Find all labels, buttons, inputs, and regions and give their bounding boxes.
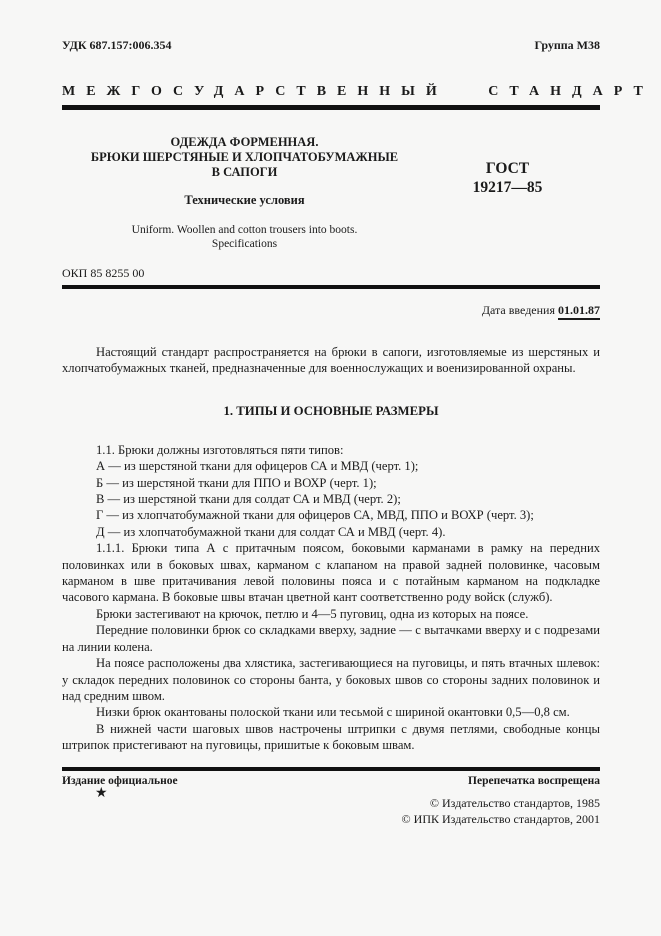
okp-code: ОКП 85 8255 00 xyxy=(62,266,145,280)
title-en-line2: Specifications xyxy=(211,238,278,250)
title-block xyxy=(62,135,600,251)
gost-label: ГОСТ xyxy=(485,160,530,177)
title-ru-line1: ОДЕЖДА ФОРМЕННАЯ. xyxy=(170,135,319,149)
intro-paragraph: Настоящий стандарт распространяется на брюки в сапоги, изготовляемые из шерстяных и хлопчатобумажных тканей, предназначенные для военнослужащих и военизированной охраны. xyxy=(62,345,600,376)
body-paragraph: На поясе расположены два хлястика, застегивающиеся на пуговицы, и пять втачных шлевок: у складок передних половинок со стороны банта, у боковых швов со стороны задних половинок и над средним швом. xyxy=(62,656,600,703)
copyright-block xyxy=(62,795,600,827)
page-footer xyxy=(62,767,600,827)
document-title-en xyxy=(82,223,407,251)
footer-rule xyxy=(62,767,600,771)
body-paragraph: В — из шерстяной ткани для солдат СА и МВД (черт. 2); xyxy=(96,492,401,507)
copyright-line-2001: © ИПК Издательство стандартов, 2001 xyxy=(401,812,600,826)
edition-notice: Издание официальное xyxy=(62,775,178,787)
body-paragraph: Д — из хлопчатобумажной ткани для солдат СА и МВД (черт. 4). xyxy=(96,524,446,539)
body-paragraph: 1.1. Брюки должны изготовляться пяти типов: xyxy=(96,442,344,457)
date-label: Дата введения xyxy=(481,303,555,317)
body-paragraph: 1.1.1. Брюки типа А с притачным поясом, боковыми карманами в рамку на передних половинках или в боковых швах, карманом с клапаном на правой задней половинке, часовым карманом в шве притачивания левой половины пояса и с потайным карманом на подкладке часового кармана. В боковые швы втачан цветной кант соответственно роду войск (служб). xyxy=(62,541,600,605)
section-1-heading: 1. ТИПЫ И ОСНОВНЫЕ РАЗМЕРЫ xyxy=(223,403,439,418)
body-paragraph: Б — из шерстяной ткани для ППО и ВОХР (черт. 1); xyxy=(96,475,377,490)
udk-code: УДК 687.157:006.354 xyxy=(62,38,172,52)
title-en-line1: Uniform. Woollen and cotton trousers into boots. xyxy=(131,224,358,236)
document-body xyxy=(62,344,600,754)
body-paragraph: Брюки застегивают на крючок, петлю и 4—5 пуговиц, одна из которых на поясе. xyxy=(96,606,529,621)
gost-designation xyxy=(415,135,600,251)
title-subtitle: Технические условия xyxy=(184,193,305,207)
gost-number: 19217—85 xyxy=(472,179,543,196)
body-paragraph: В нижней части шаговых швов настрочены штрипки с двумя петлями, свободные концы штрипок пристегивают на пуговицы, пришитые к боковым швам. xyxy=(62,721,600,753)
reprint-notice: Перепечатка воспрещена xyxy=(468,775,600,787)
body-paragraph: А — из шерстяной ткани для офицеров СА и МВД (черт. 1); xyxy=(96,459,419,474)
document-title-ru xyxy=(82,135,407,180)
header-row xyxy=(62,38,600,53)
date-value: 01.01.87 xyxy=(558,303,600,320)
footer-notice-row xyxy=(62,775,600,787)
body-paragraph: Передние половинки брюк со складками вверху, задние — с вытачками вверху и с подрезами на линии колена. xyxy=(62,623,600,654)
group-code: Группа М38 xyxy=(534,38,600,52)
body-paragraph: Г — из хлопчатобумажной ткани для офицеров СА, МВД, ППО и ВОХР (черт. 3); xyxy=(96,508,534,523)
title-left-column xyxy=(62,135,415,251)
title-ru-line3: В САПОГИ xyxy=(211,165,278,179)
standard-banner: МЕЖГОСУДАРСТВЕННЫЙ СТАНДАРТ xyxy=(62,84,654,99)
copyright-line-1985: © Издательство стандартов, 1985 xyxy=(429,796,600,810)
section-1-paragraphs xyxy=(62,442,600,754)
introduction-date xyxy=(62,303,600,318)
title-ru-line2: БРЮКИ ШЕРСТЯНЫЕ И ХЛОПЧАТОБУМАЖНЫЕ xyxy=(90,150,399,164)
body-paragraph: Низки брюк окантованы полоской ткани или тесьмой с шириной окантовки 0,5—0,8 см. xyxy=(96,705,570,720)
banner-rule xyxy=(62,105,600,110)
star-icon: ★ xyxy=(95,786,108,801)
okp-rule xyxy=(62,285,600,289)
